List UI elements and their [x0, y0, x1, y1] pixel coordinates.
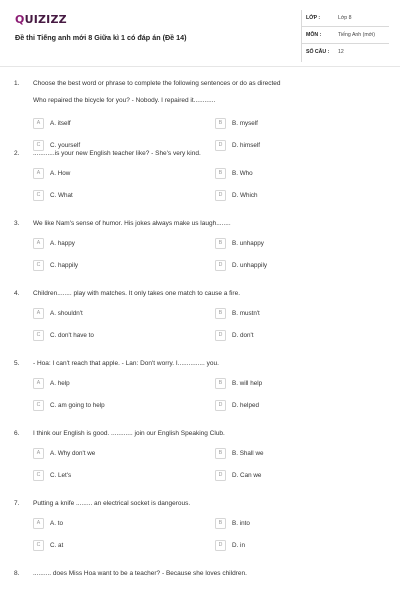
option-letter-box: B [215, 378, 226, 389]
option-text: D. helped [232, 402, 259, 409]
option-letter-box: B [215, 118, 226, 129]
option-letter-box: C [33, 540, 44, 551]
option-text: B. unhappy [232, 240, 264, 247]
option-text: C. What [50, 192, 73, 199]
option-letter-box: D [215, 330, 226, 341]
option-text: C. don't have to [50, 332, 94, 339]
option-text: D. don't [232, 332, 254, 339]
option-text: D. Which [232, 192, 258, 199]
option-letter-box: B [215, 238, 226, 249]
meta-row-question-count [301, 44, 389, 61]
question-item [0, 76, 400, 149]
option-letter-box: C [33, 470, 44, 481]
option-text: B. Who [232, 170, 253, 177]
question-number: 2. [14, 150, 20, 157]
option-text: D. Can we [232, 472, 262, 479]
option-letter-box: B [215, 168, 226, 179]
question-text: Putting a knife ......... an electrical socket is dangerous. [33, 500, 191, 507]
option-text: B. will help [232, 380, 263, 387]
option-letter-box: A [33, 168, 44, 179]
option-letter-box: A [33, 378, 44, 389]
option-letter-box: A [33, 308, 44, 319]
option-text: B. into [232, 520, 250, 527]
option-letter-box: D [215, 400, 226, 411]
question-item [0, 286, 400, 356]
question-number: 4. [14, 290, 20, 297]
meta-table [301, 10, 389, 61]
option-text: A. help [50, 380, 70, 387]
question-item [0, 356, 400, 426]
option-letter-box: D [215, 540, 226, 551]
option-text: C. happily [50, 262, 79, 269]
option-letter-box: B [215, 518, 226, 529]
option-text: A. shouldn't [50, 310, 83, 317]
option-text: A. itself [50, 120, 71, 127]
meta-label: LỚP : [306, 15, 321, 21]
option-letter-box: D [215, 260, 226, 271]
question-item [0, 566, 400, 600]
question-text: We like Nam's sense of humor. His jokes always make us laugh........ [33, 220, 231, 227]
question-item [0, 146, 400, 216]
meta-row-subject [301, 27, 389, 44]
option-text: C. am going to help [50, 402, 105, 409]
option-text: D. unhappily [232, 262, 268, 269]
meta-value: 12 [338, 49, 344, 55]
question-number: 1. [14, 80, 20, 87]
option-text: C. yourself [50, 142, 81, 149]
question-text: ............is your new English teacher like? - She's very kind. [33, 150, 201, 157]
question-item [0, 496, 400, 566]
meta-row-class [301, 10, 389, 27]
meta-label: SỐ CÂU : [306, 49, 330, 55]
header-divider [0, 66, 400, 67]
question-item [0, 216, 400, 286]
option-letter-box: C [33, 400, 44, 411]
question-text: Choose the best word or phrase to complete the following sentences or do as directed [33, 80, 281, 87]
option-letter-box: C [33, 140, 44, 151]
option-text: A. happy [50, 240, 75, 247]
option-text: C. at [50, 542, 64, 549]
option-text: D. himself [232, 142, 260, 149]
option-text: A. How [50, 170, 71, 177]
option-text: A. Why don't we [50, 450, 96, 457]
question-text: - Hoa: I can't reach that apple. - Lan: Don't worry. I............... you. [33, 360, 219, 367]
meta-label: MÔN : [306, 32, 322, 38]
question-number: 3. [14, 220, 20, 227]
question-list [0, 76, 400, 600]
meta-value: Lớp 8 [338, 15, 352, 21]
question-text: I think our English is good. ............ join our English Speaking Club. [33, 430, 225, 437]
question-number: 7. [14, 500, 20, 507]
option-letter-box: C [33, 330, 44, 341]
option-text: B. Shall we [232, 450, 264, 457]
option-letter-box: A [33, 448, 44, 459]
question-subtext: Who repaired the bicycle for you? - Nobody. I repaired it............ [33, 97, 216, 104]
option-letter-box: B [215, 308, 226, 319]
option-text: B. myself [232, 120, 258, 127]
question-number: 8. [14, 570, 20, 577]
option-letter-box: A [33, 238, 44, 249]
question-text: .......... does Miss Hoa want to be a teacher? - Because she loves children. [33, 570, 247, 577]
option-letter-box: D [215, 140, 226, 151]
meta-value: Tiếng Anh (mới) [338, 32, 375, 38]
option-letter-box: C [33, 190, 44, 201]
option-letter-box: C [33, 260, 44, 271]
question-item [0, 426, 400, 496]
quizizz-logo: QUIZIZZ [15, 13, 67, 26]
option-letter-box: A [33, 518, 44, 529]
question-number: 5. [14, 360, 20, 367]
worksheet-header [0, 0, 400, 70]
option-letter-box: A [33, 118, 44, 129]
option-letter-box: D [215, 470, 226, 481]
option-letter-box: D [215, 190, 226, 201]
option-text: A. to [50, 520, 63, 527]
question-number: 6. [14, 430, 20, 437]
option-text: C. Let's [50, 472, 72, 479]
option-letter-box: B [215, 448, 226, 459]
question-text: Children........ play with matches. It only takes one match to cause a fire. [33, 290, 241, 297]
document-title: Đề thi Tiếng anh mới 8 Giữa kì 1 có đáp án (Đề 14) [15, 33, 187, 42]
option-text: D. in [232, 542, 245, 549]
option-text: B. mustn't [232, 310, 260, 317]
